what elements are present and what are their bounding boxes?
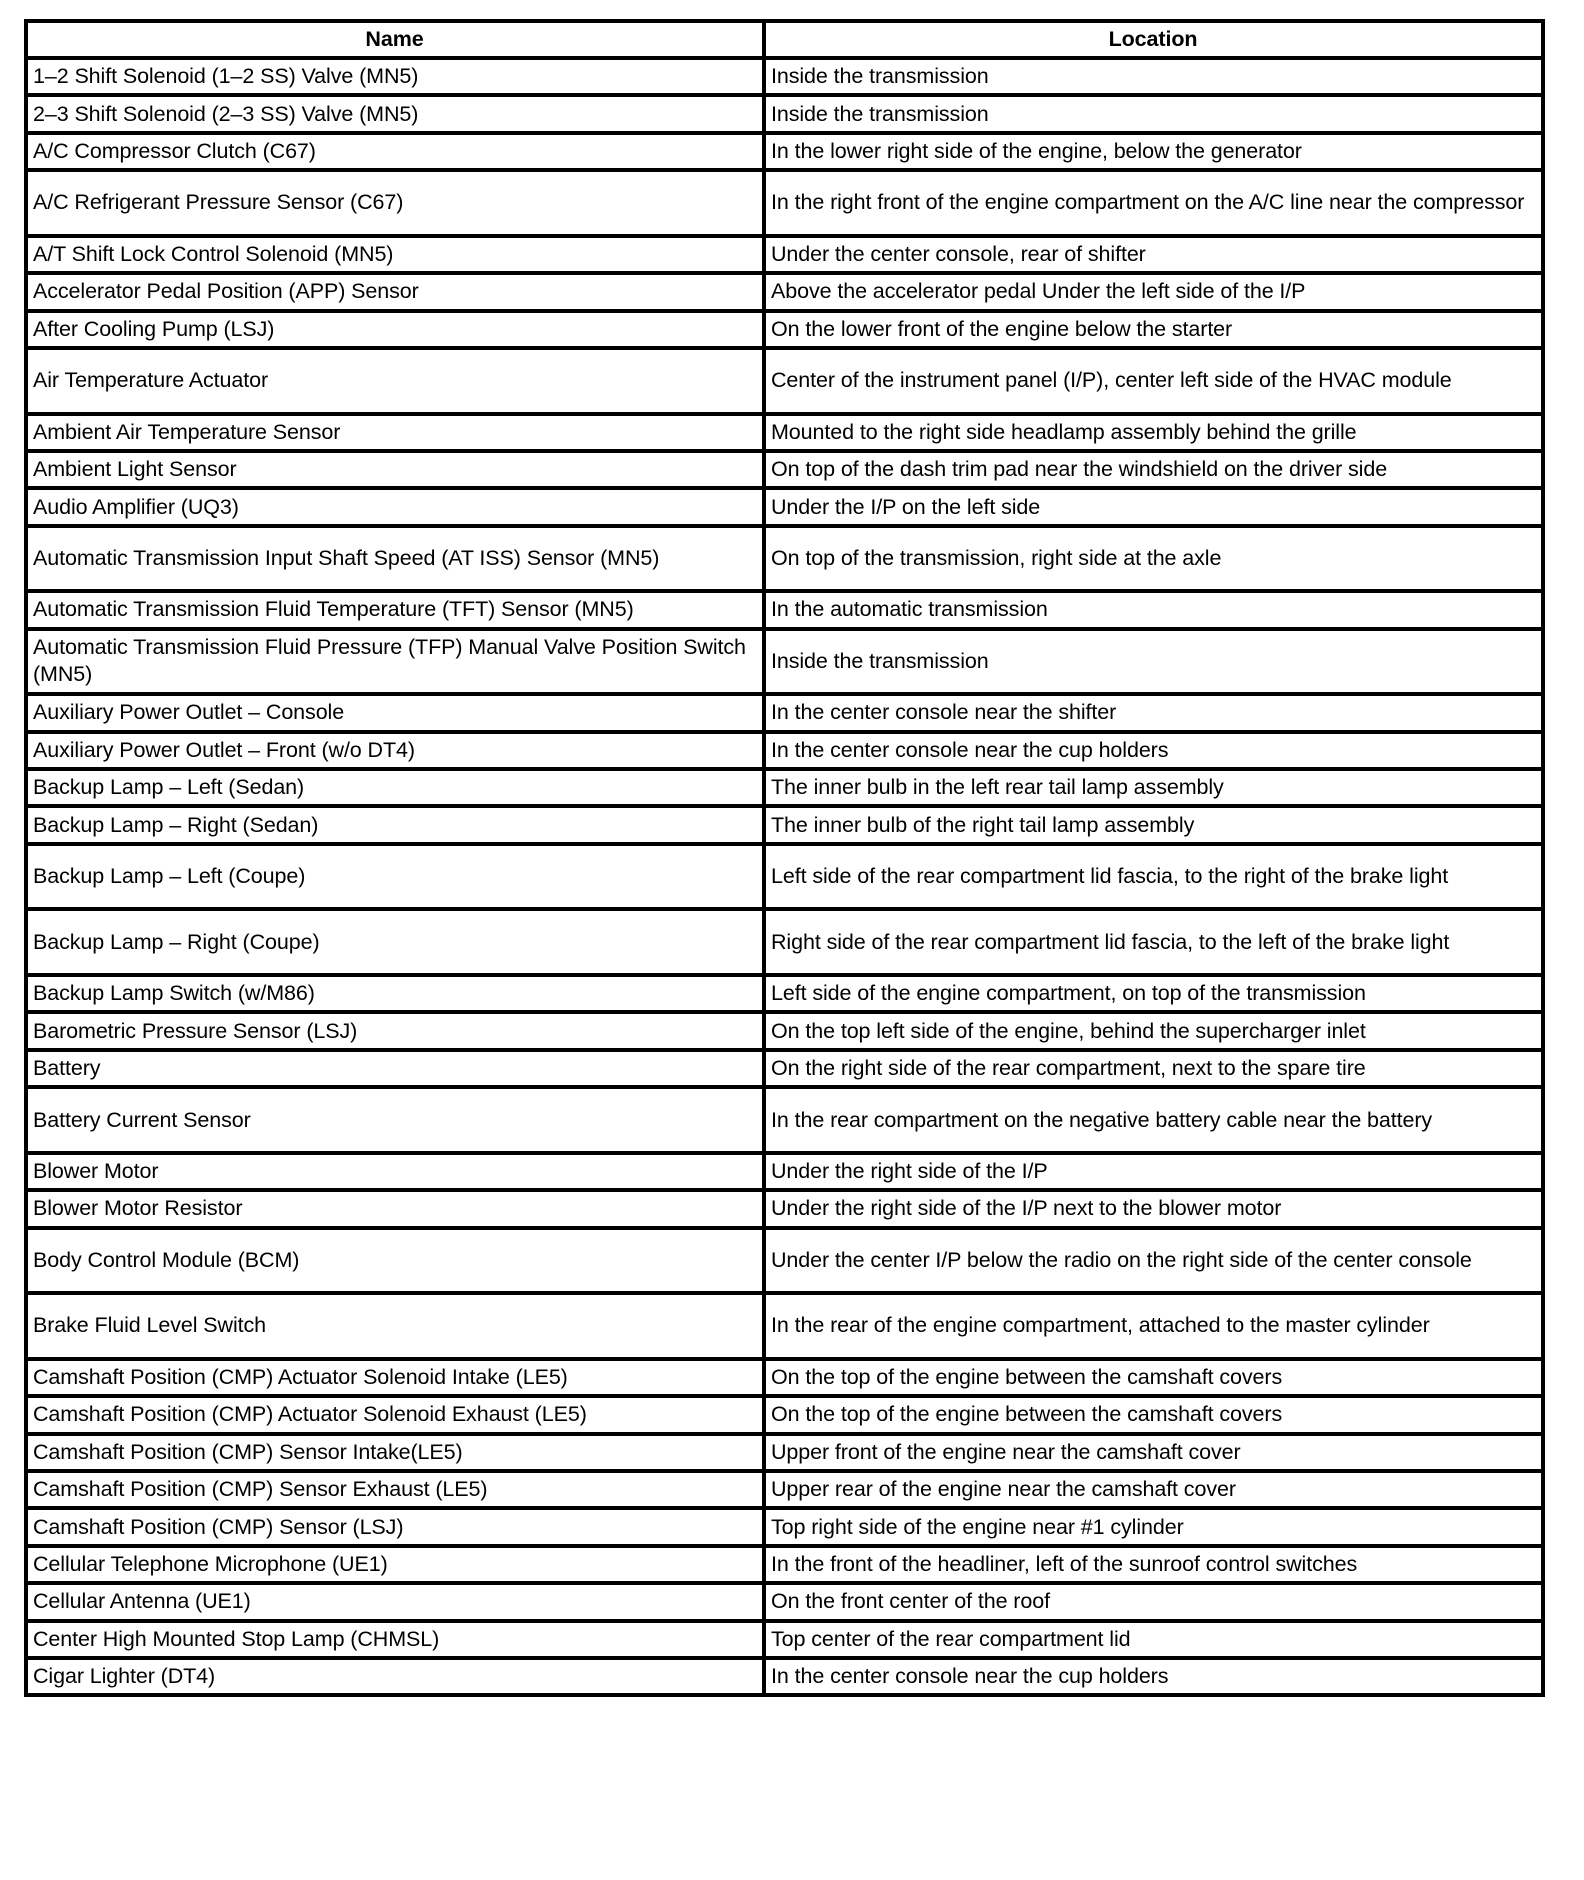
- component-name-cell: Battery Current Sensor: [26, 1087, 764, 1153]
- table-row: [26, 58, 1543, 95]
- component-location-cell: Under the center I/P below the radio on the right side of the center console: [764, 1228, 1543, 1294]
- component-location-cell: Under the I/P on the left side: [764, 488, 1543, 525]
- component-name-cell: Camshaft Position (CMP) Actuator Solenoid Exhaust (LE5): [26, 1396, 764, 1433]
- component-location-cell: Top right side of the engine near #1 cylinder: [764, 1508, 1543, 1545]
- component-name-cell: Body Control Module (BCM): [26, 1228, 764, 1294]
- table-row: [26, 1359, 1543, 1396]
- component-name-cell: After Cooling Pump (LSJ): [26, 311, 764, 348]
- component-location-cell: Above the accelerator pedal Under the left side of the I/P: [764, 273, 1543, 310]
- table-row: [26, 1190, 1543, 1227]
- table-row: [26, 1153, 1543, 1190]
- component-location-cell: Left side of the engine compartment, on top of the transmission: [764, 975, 1543, 1012]
- component-location-cell: In the center console near the cup holders: [764, 732, 1543, 769]
- component-location-cell: On the right side of the rear compartment, next to the spare tire: [764, 1050, 1543, 1087]
- component-name-cell: Camshaft Position (CMP) Sensor (LSJ): [26, 1508, 764, 1545]
- component-name-cell: Accelerator Pedal Position (APP) Sensor: [26, 273, 764, 310]
- component-name-cell: Ambient Light Sensor: [26, 451, 764, 488]
- header-row: [26, 21, 1543, 58]
- component-name-cell: Backup Lamp – Right (Coupe): [26, 909, 764, 975]
- component-name-cell: Camshaft Position (CMP) Actuator Solenoid Intake (LE5): [26, 1359, 764, 1396]
- component-name-cell: Backup Lamp – Left (Coupe): [26, 844, 764, 910]
- table-row: [26, 769, 1543, 806]
- component-name-cell: Backup Lamp – Left (Sedan): [26, 769, 764, 806]
- component-location-cell: Under the right side of the I/P next to the blower motor: [764, 1190, 1543, 1227]
- table-row: [26, 273, 1543, 310]
- component-location-cell: In the rear compartment on the negative battery cable near the battery: [764, 1087, 1543, 1153]
- component-location-cell: Top center of the rear compartment lid: [764, 1621, 1543, 1658]
- component-name-cell: A/C Refrigerant Pressure Sensor (C67): [26, 170, 764, 236]
- component-location-cell: On the top of the engine between the camshaft covers: [764, 1396, 1543, 1433]
- component-name-cell: 2–3 Shift Solenoid (2–3 SS) Valve (MN5): [26, 95, 764, 132]
- component-location-cell: Left side of the rear compartment lid fascia, to the right of the brake light: [764, 844, 1543, 910]
- component-name-cell: A/T Shift Lock Control Solenoid (MN5): [26, 236, 764, 273]
- component-location-cell: In the rear of the engine compartment, attached to the master cylinder: [764, 1293, 1543, 1359]
- component-location-cell: In the right front of the engine compartment on the A/C line near the compressor: [764, 170, 1543, 236]
- component-name-cell: Blower Motor: [26, 1153, 764, 1190]
- table-row: [26, 1546, 1543, 1583]
- table-row: [26, 526, 1543, 592]
- table-row: [26, 133, 1543, 170]
- component-location-table: [24, 19, 1545, 1697]
- component-location-cell: In the front of the headliner, left of the sunroof control switches: [764, 1546, 1543, 1583]
- table-row: [26, 806, 1543, 843]
- table-row: [26, 1050, 1543, 1087]
- table-row: [26, 95, 1543, 132]
- component-location-cell: On top of the transmission, right side at the axle: [764, 526, 1543, 592]
- table-row: [26, 1621, 1543, 1658]
- table-row: [26, 348, 1543, 414]
- component-name-cell: Auxiliary Power Outlet – Console: [26, 694, 764, 731]
- component-name-cell: Blower Motor Resistor: [26, 1190, 764, 1227]
- component-location-cell: In the lower right side of the engine, below the generator: [764, 133, 1543, 170]
- component-location-cell: The inner bulb of the right tail lamp assembly: [764, 806, 1543, 843]
- table-row: [26, 414, 1543, 451]
- table-row: [26, 1434, 1543, 1471]
- component-location-cell: On top of the dash trim pad near the windshield on the driver side: [764, 451, 1543, 488]
- table-row: [26, 311, 1543, 348]
- component-name-cell: Cellular Telephone Microphone (UE1): [26, 1546, 764, 1583]
- component-name-cell: Camshaft Position (CMP) Sensor Intake(LE5): [26, 1434, 764, 1471]
- column-header-location: Location: [764, 21, 1543, 58]
- component-location-cell: On the front center of the roof: [764, 1583, 1543, 1620]
- component-name-cell: 1–2 Shift Solenoid (1–2 SS) Valve (MN5): [26, 58, 764, 95]
- component-location-cell: Inside the transmission: [764, 95, 1543, 132]
- component-name-cell: Backup Lamp Switch (w/M86): [26, 975, 764, 1012]
- table-row: [26, 1396, 1543, 1433]
- column-header-name: Name: [26, 21, 764, 58]
- table-row: [26, 451, 1543, 488]
- component-location-cell: Under the right side of the I/P: [764, 1153, 1543, 1190]
- component-name-cell: Cellular Antenna (UE1): [26, 1583, 764, 1620]
- table-row: [26, 1471, 1543, 1508]
- component-name-cell: Auxiliary Power Outlet – Front (w/o DT4): [26, 732, 764, 769]
- component-location-cell: Upper rear of the engine near the camshaft cover: [764, 1471, 1543, 1508]
- component-location-cell: On the lower front of the engine below the starter: [764, 311, 1543, 348]
- component-name-cell: Automatic Transmission Fluid Pressure (TFP) Manual Valve Position Switch (MN5): [26, 629, 764, 695]
- component-location-cell: On the top of the engine between the camshaft covers: [764, 1359, 1543, 1396]
- component-name-cell: Audio Amplifier (UQ3): [26, 488, 764, 525]
- table-row: [26, 1012, 1543, 1049]
- component-location-cell: Under the center console, rear of shifter: [764, 236, 1543, 273]
- component-name-cell: Automatic Transmission Input Shaft Speed (AT ISS) Sensor (MN5): [26, 526, 764, 592]
- table-row: [26, 1508, 1543, 1545]
- table-row: [26, 1658, 1543, 1695]
- table-row: [26, 1087, 1543, 1153]
- table-row: [26, 591, 1543, 628]
- component-name-cell: Ambient Air Temperature Sensor: [26, 414, 764, 451]
- component-location-cell: Mounted to the right side headlamp assembly behind the grille: [764, 414, 1543, 451]
- table-body: [26, 58, 1543, 1695]
- table-row: [26, 488, 1543, 525]
- table-row: [26, 1583, 1543, 1620]
- component-name-cell: Barometric Pressure Sensor (LSJ): [26, 1012, 764, 1049]
- component-name-cell: A/C Compressor Clutch (C67): [26, 133, 764, 170]
- component-name-cell: Air Temperature Actuator: [26, 348, 764, 414]
- component-location-cell: On the top left side of the engine, behind the supercharger inlet: [764, 1012, 1543, 1049]
- component-location-cell: Inside the transmission: [764, 629, 1543, 695]
- table-row: [26, 732, 1543, 769]
- table-row: [26, 629, 1543, 695]
- table-row: [26, 170, 1543, 236]
- component-name-cell: Camshaft Position (CMP) Sensor Exhaust (LE5): [26, 1471, 764, 1508]
- component-location-cell: In the center console near the shifter: [764, 694, 1543, 731]
- table-row: [26, 694, 1543, 731]
- table-row: [26, 236, 1543, 273]
- table-row: [26, 975, 1543, 1012]
- component-location-cell: Inside the transmission: [764, 58, 1543, 95]
- component-name-cell: Automatic Transmission Fluid Temperature (TFT) Sensor (MN5): [26, 591, 764, 628]
- component-location-cell: In the center console near the cup holders: [764, 1658, 1543, 1695]
- table-row: [26, 1228, 1543, 1294]
- component-name-cell: Cigar Lighter (DT4): [26, 1658, 764, 1695]
- component-name-cell: Battery: [26, 1050, 764, 1087]
- component-name-cell: Brake Fluid Level Switch: [26, 1293, 764, 1359]
- component-location-cell: In the automatic transmission: [764, 591, 1543, 628]
- table-row: [26, 844, 1543, 910]
- component-name-cell: Backup Lamp – Right (Sedan): [26, 806, 764, 843]
- component-location-cell: Upper front of the engine near the camshaft cover: [764, 1434, 1543, 1471]
- table-row: [26, 909, 1543, 975]
- table-row: [26, 1293, 1543, 1359]
- component-name-cell: Center High Mounted Stop Lamp (CHMSL): [26, 1621, 764, 1658]
- component-location-cell: Center of the instrument panel (I/P), center left side of the HVAC module: [764, 348, 1543, 414]
- component-location-cell: Right side of the rear compartment lid fascia, to the left of the brake light: [764, 909, 1543, 975]
- component-location-cell: The inner bulb in the left rear tail lamp assembly: [764, 769, 1543, 806]
